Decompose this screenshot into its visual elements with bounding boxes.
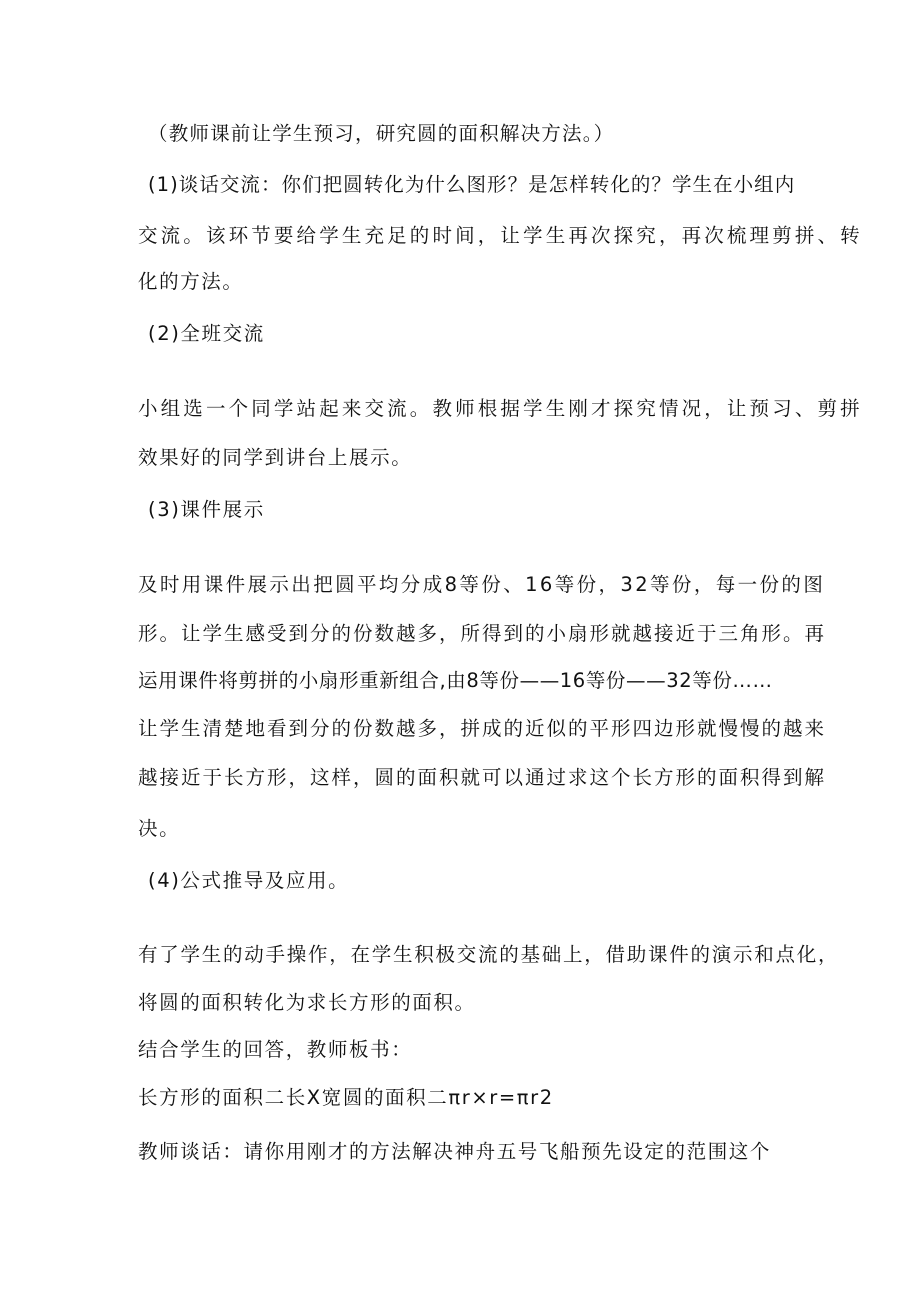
step-3-line-3: 运用课件将剪拼的小扇形重新组合,由8等份——16等份——32等份…… — [138, 669, 773, 692]
step-4-line-1: 有了学生的动手操作，在学生积极交流的基础上，借助课件的演示和点化， — [138, 943, 840, 966]
step-3-line-5: 越接近于长方形，这样，圆的面积就可以通过求这个长方形的面积得到解 — [138, 766, 827, 789]
step-2-line-1: 小组选一个同学站起来交流。教师根据学生刚才探究情况，让预习、剪拼 — [138, 397, 863, 420]
board-formula: 长方形的面积二长X宽圆的面积二πr×r=πr2 — [138, 1086, 554, 1109]
step-3-line-2: 形。让学生感受到分的份数越多，所得到的小扇形就越接近于三角形。再 — [138, 622, 827, 645]
step-3-line-6: 决。 — [138, 817, 181, 840]
step-1-line-1: (1)谈话交流：你们把圆转化为什么图形？是怎样转化的？学生在小组内 — [148, 173, 796, 196]
step-2-heading: (2)全班交流 — [148, 322, 265, 345]
step-3-line-4: 让学生清楚地看到分的份数越多，拼成的近似的平形四边形就慢慢的越来 — [138, 717, 827, 740]
teacher-talk: 教师谈话：请你用刚才的方法解决神舟五号飞船预先设定的范围这个 — [138, 1140, 772, 1163]
step-4-heading: (4)公式推导及应用。 — [148, 869, 350, 892]
step-3-line-1: 及时用课件展示出把圆平均分成8等份、16等份，32等份，每一份的图 — [138, 573, 826, 596]
step-4-line-2: 将圆的面积转化为求长方形的面积。 — [138, 991, 476, 1014]
board-intro: 结合学生的回答，教师板书： — [138, 1038, 413, 1061]
step-3-heading: (3)课件展示 — [148, 498, 265, 521]
step-2-line-2: 效果好的同学到讲台上展示。 — [138, 446, 413, 469]
intro-note: （教师课前让学生预习，研究圆的面积解决方法。） — [148, 122, 615, 145]
step-1-line-3: 化的方法。 — [138, 270, 244, 293]
step-1-line-2: 交流。该环节要给学生充足的时间，让学生再次探究，再次梳理剪拼、转 — [138, 224, 863, 247]
